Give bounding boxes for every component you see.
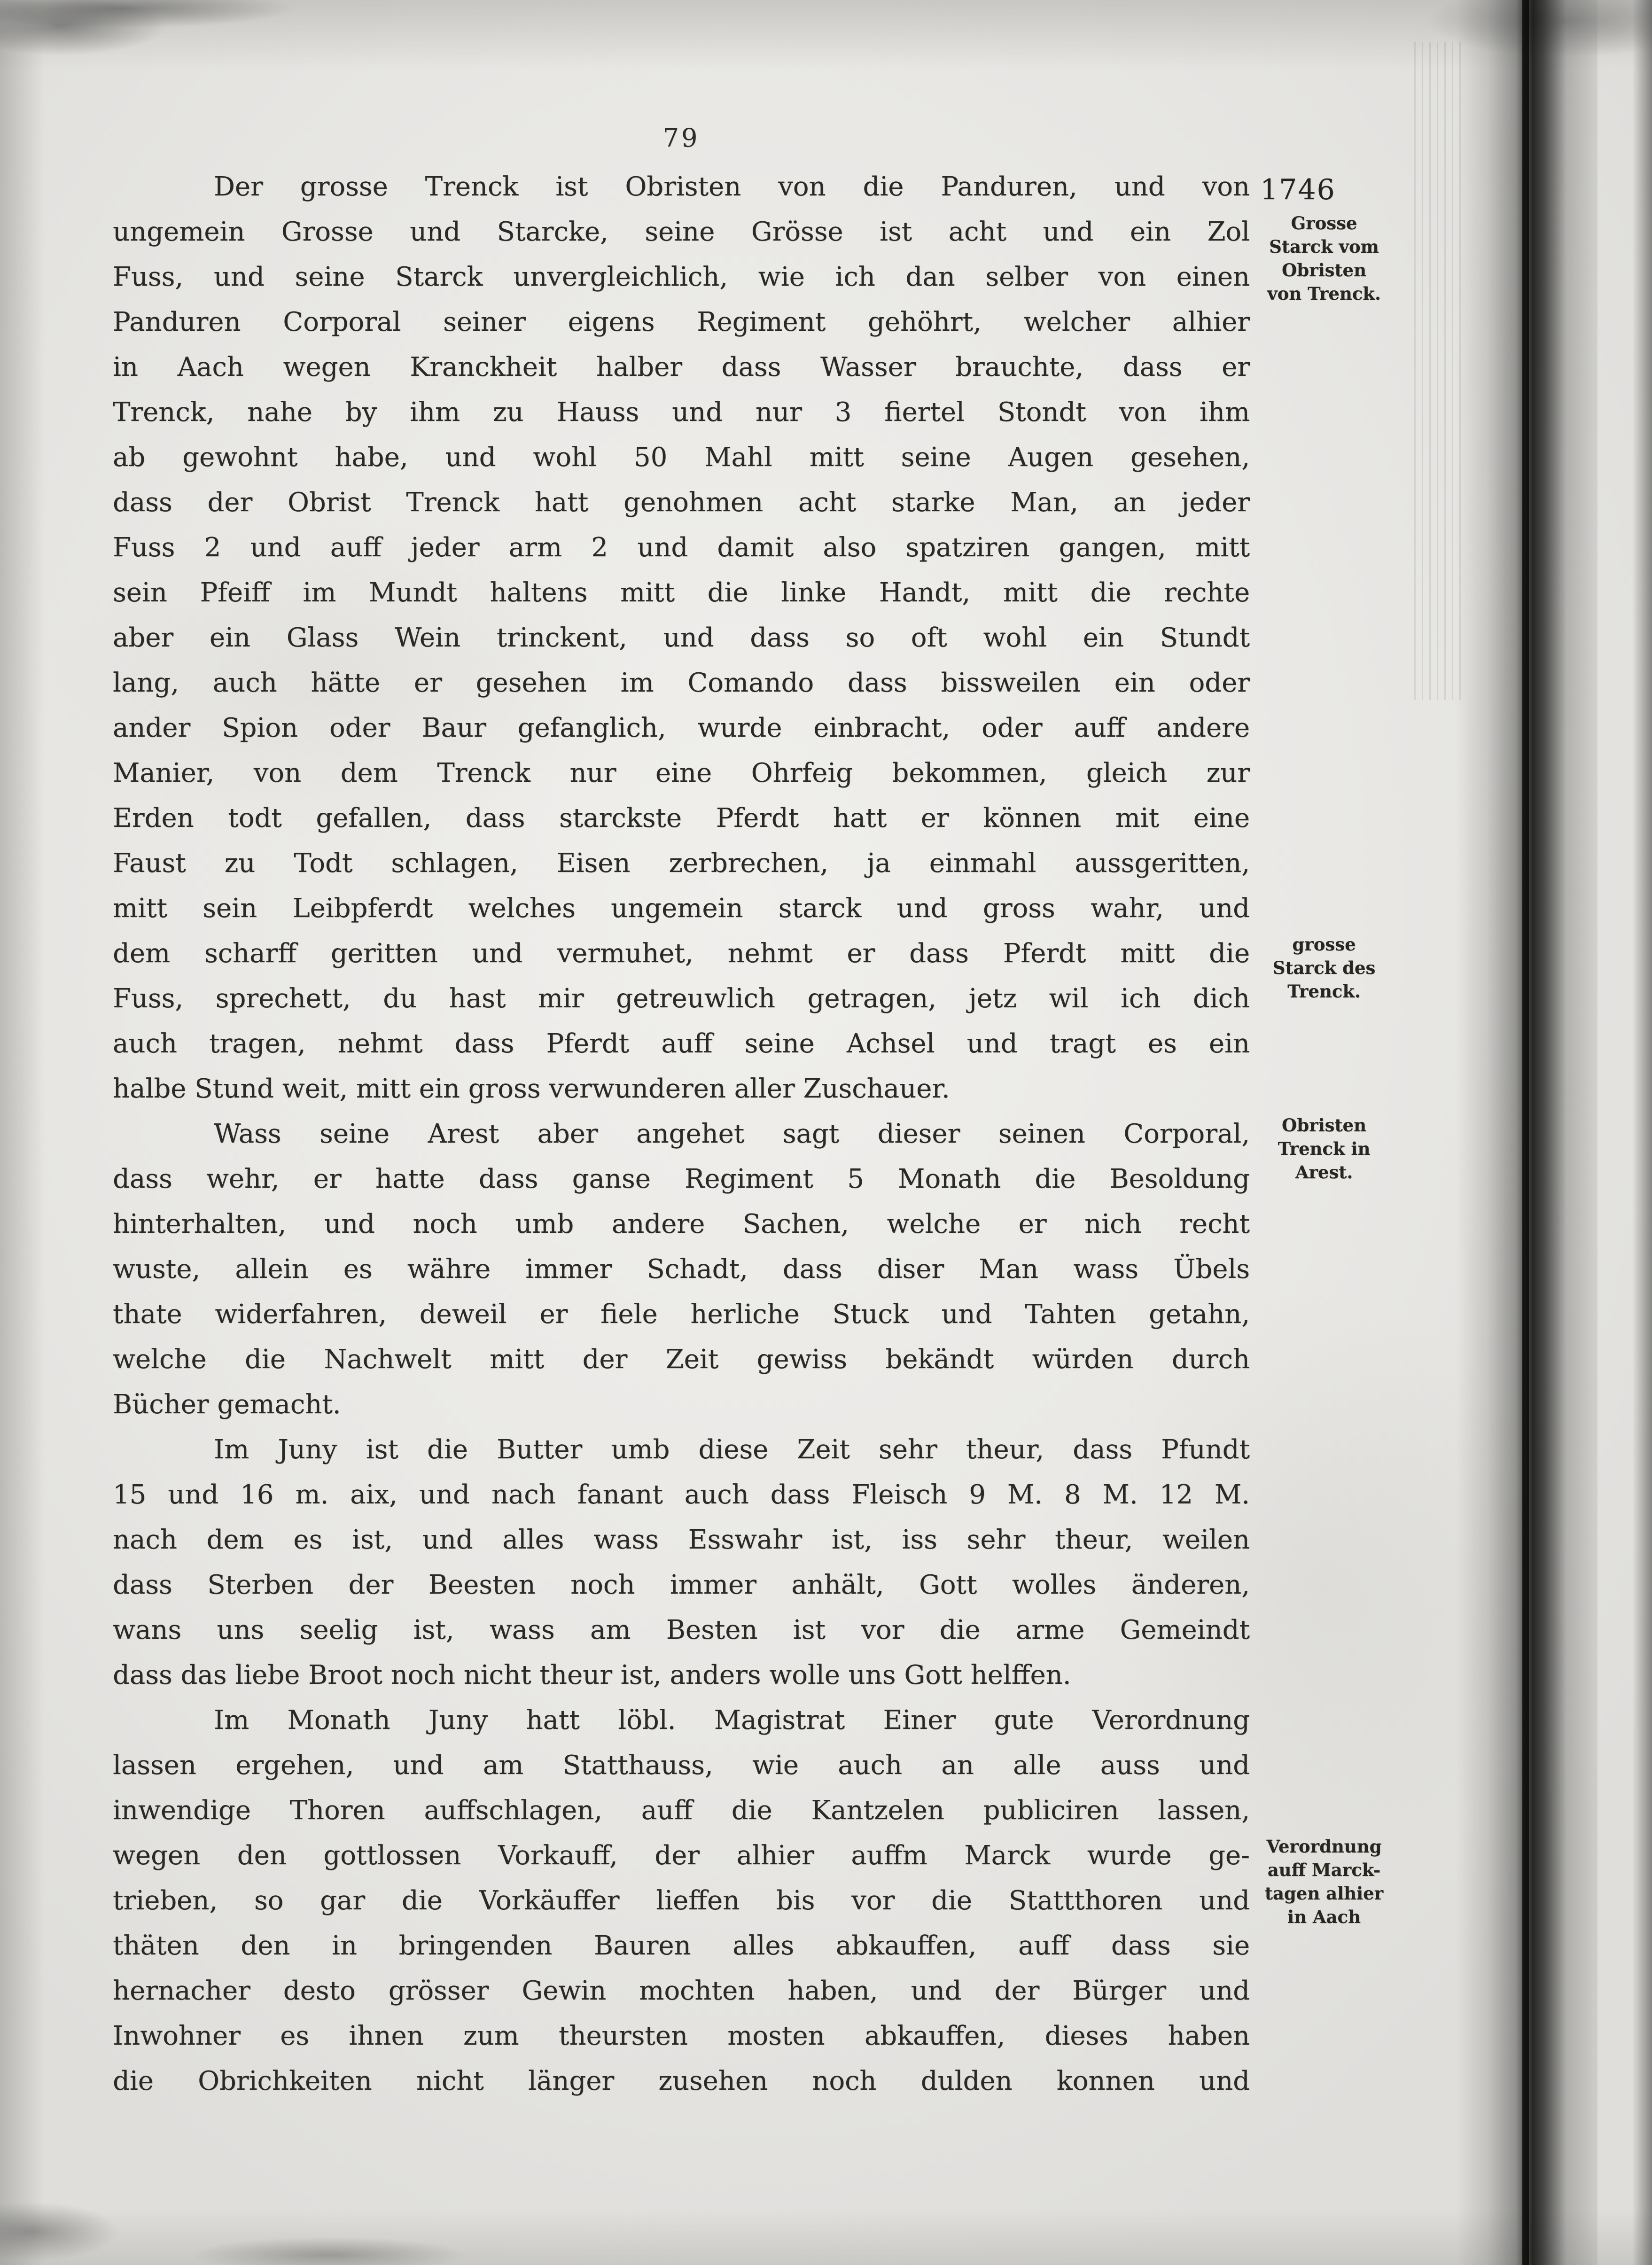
year-marker: 1746 xyxy=(1260,173,1336,206)
margin-note xyxy=(1244,933,1404,1003)
margin-note xyxy=(1244,1835,1404,1929)
text-line xyxy=(113,1472,1250,1518)
text-line xyxy=(113,1382,1250,1427)
text-line-content: wans uns seelig ist, wass am Besten ist vor die arme Gemeindt xyxy=(113,1615,1250,1645)
binding-shadow xyxy=(1457,0,1597,2265)
paragraph xyxy=(113,1427,1250,1698)
paragraph xyxy=(113,1112,1250,1427)
text-line-content: dass der Obrist Trenck hatt genohmen acht starke Man, an jeder xyxy=(113,487,1250,518)
text-line xyxy=(113,1202,1250,1247)
text-line-content: inwendige Thoren auffschlagen, auff die Kantzelen publiciren lassen, xyxy=(113,1795,1250,1826)
text-line-content: Der grosse Trenck ist Obristen von die Panduren, und von xyxy=(214,171,1250,202)
text-line-content: thäten den in bringenden Bauren alles abkauffen, auff dass sie xyxy=(113,1930,1250,1961)
text-line-content: dass das liebe Broot noch nicht theur ist, anders wolle uns Gott helffen. xyxy=(113,1660,1071,1690)
text-line xyxy=(113,1247,1250,1292)
margin-notes xyxy=(1244,0,1404,2265)
text-line xyxy=(113,1337,1250,1382)
text-line xyxy=(113,1112,1250,1157)
text-line-content: 15 und 16 m. aix, und nach fanant auch dass Fleisch 9 M. 8 M. 12 M. xyxy=(113,1479,1250,1510)
text-line xyxy=(113,886,1250,931)
text-line-content: Inwohner es ihnen zum theursten mosten abkauffen, dieses haben xyxy=(113,2021,1250,2051)
text-line xyxy=(113,1923,1250,1969)
text-line-content: halbe Stund weit, mitt ein gross verwunderen aller Zuschauer. xyxy=(113,1074,950,1104)
text-line xyxy=(113,1653,1250,1698)
text-line xyxy=(113,345,1250,390)
text-line-content: dass wehr, er hatte dass ganse Regiment 5 Monath die Besoldung xyxy=(113,1164,1250,1194)
text-line xyxy=(113,164,1336,210)
text-line-content: auch tragen, nehmt dass Pferdt auff seine Achsel und tragt es ein xyxy=(113,1028,1250,1059)
text-line-content: thate widerfahren, deweil er fiele herliche Stuck und Tahten getahn, xyxy=(113,1299,1250,1330)
text-line xyxy=(113,1021,1250,1066)
text-line-content: Fuss 2 und auff jeder arm 2 und damit also spatziren gangen, mitt xyxy=(113,532,1250,563)
text-line xyxy=(113,1427,1250,1472)
text-line-content: lang, auch hätte er gesehen im Comando dass bissweilen ein oder xyxy=(113,668,1250,698)
text-line-content: Faust zu Todt schlagen, Eisen zerbrechen, ja einmahl aussgeritten, xyxy=(113,848,1250,879)
text-line-content: mitt sein Leibpferdt welches ungemein starck und gross wahr, und xyxy=(113,893,1250,924)
text-line xyxy=(113,706,1250,751)
page-number: 79 xyxy=(662,123,700,153)
text-line-content: wuste, allein es währe immer Schadt, dass diser Man wass Übels xyxy=(113,1254,1250,1284)
text-line xyxy=(113,570,1250,615)
margin-note xyxy=(1244,1113,1404,1184)
text-line xyxy=(113,480,1250,525)
text-line-content: hinterhalten, und noch umb andere Sachen, welche er nich recht xyxy=(113,1209,1250,1239)
text-line xyxy=(113,1743,1250,1788)
margin-note-line: Arest. xyxy=(1295,1162,1353,1183)
text-line-content: sein Pfeiff im Mundt haltens mitt die linke Handt, mitt die rechte xyxy=(113,577,1250,608)
text-line xyxy=(113,2014,1250,2059)
text-line-content: Trenck, nahe by ihm zu Hauss und nur 3 fiertel Stondt von ihm xyxy=(113,397,1250,428)
text-line-content: aber ein Glass Wein trinckent, und dass so oft wohl ein Stundt xyxy=(113,623,1250,653)
text-line xyxy=(113,435,1250,480)
text-line-content: wegen den gottlossen Vorkauff, der alhier auffm Marck wurde ge- xyxy=(113,1840,1250,1871)
text-line xyxy=(113,931,1250,976)
margin-note-line: Obristen xyxy=(1281,260,1366,280)
text-line-content: trieben, so gar die Vorkäuffer lieffen bis vor die Stattthoren und xyxy=(113,1885,1250,1916)
text-line-content: Wass seine Arest aber angehet sagt dieser seinen Corporal, xyxy=(214,1119,1250,1149)
text-line xyxy=(113,615,1250,661)
text-line-content: Manier, von dem Trenck nur eine Ohrfeig bekommen, gleich zur xyxy=(113,758,1250,788)
text-line-content: Fuss, sprechett, du hast mir getreuwlich getragen, jetz wil ich dich xyxy=(113,983,1250,1014)
text-line xyxy=(113,1833,1250,1878)
text-line-content: dass Sterben der Beesten noch immer anhält, Gott wolles änderen, xyxy=(113,1570,1250,1600)
text-line-content: Fuss, und seine Starck unvergleichlich, wie ich dan selber von einen xyxy=(113,262,1250,292)
text-line xyxy=(113,255,1250,300)
text-line xyxy=(113,1066,1250,1112)
text-line xyxy=(113,1157,1250,1202)
text-line-content: lassen ergehen, und am Statthauss, wie auch an alle auss und xyxy=(113,1750,1250,1781)
text-line-content: Erden todt gefallen, dass starckste Pferdt hatt er können mit eine xyxy=(113,803,1250,833)
text-line-content: hernacher desto grösser Gewin mochten haben, und der Bürger und xyxy=(113,1976,1250,2006)
margin-note-line: auff Marck- xyxy=(1267,1860,1381,1880)
text-line xyxy=(113,1518,1250,1563)
text-line xyxy=(113,2059,1250,2104)
paragraph xyxy=(113,1698,1250,2104)
text-line xyxy=(113,1608,1250,1653)
text-line xyxy=(113,751,1250,796)
text-line-content: Panduren Corporal seiner eigens Regiment gehöhrt, welcher alhier xyxy=(113,307,1250,337)
margin-note-line: Grosse xyxy=(1291,213,1357,234)
margin-note-line: grosse xyxy=(1292,934,1356,955)
text-line-content: in Aach wegen Kranckheit halber dass Wasser brauchte, dass er xyxy=(113,352,1250,382)
text-line-content: ander Spion oder Baur gefanglich, wurde einbracht, oder auff andere xyxy=(113,713,1250,743)
text-line xyxy=(113,1969,1250,2014)
text-line xyxy=(113,661,1250,706)
text-line xyxy=(113,300,1250,345)
text-line-content: ungemein Grosse und Starcke, seine Grösse ist acht und ein Zol xyxy=(113,217,1250,247)
margin-note-line: Verordnung xyxy=(1266,1836,1382,1857)
page-edge-shadow xyxy=(1632,0,1652,2265)
text-line-content: welche die Nachwelt mitt der Zeit gewiss bekändt würden durch xyxy=(113,1344,1250,1375)
text-line xyxy=(113,1563,1250,1608)
text-line xyxy=(113,976,1250,1021)
text-line xyxy=(113,841,1250,886)
margin-note-line: Trenck. xyxy=(1287,981,1361,1002)
text-line xyxy=(113,390,1250,435)
text-line xyxy=(113,1698,1250,1743)
margin-note-line: Obristen xyxy=(1281,1115,1366,1136)
margin-note xyxy=(1244,211,1404,305)
text-line-content: ab gewohnt habe, und wohl 50 Mahl mitt seine Augen gesehen, xyxy=(113,442,1250,473)
text-line-content: dem scharff geritten und vermuhet, nehmt er dass Pferdt mitt die xyxy=(113,938,1250,969)
margin-note-line: tagen alhier xyxy=(1264,1883,1384,1904)
text-line-content: Bücher gemacht. xyxy=(113,1389,341,1420)
margin-note-line: in Aach xyxy=(1287,1907,1361,1927)
text-line xyxy=(113,1788,1250,1833)
margin-note-line: Trenck in xyxy=(1278,1138,1371,1159)
margin-note-line: Starck des xyxy=(1272,957,1376,978)
text-line-content: die Obrichkeiten nicht länger zusehen noch dulden konnen und xyxy=(113,2066,1250,2096)
text-line xyxy=(113,1292,1250,1337)
text-line xyxy=(113,796,1250,841)
text-line xyxy=(113,525,1250,570)
margin-note-line: von Trenck. xyxy=(1267,283,1381,304)
text-line-content: Im Monath Juny hatt löbl. Magistrat Einer gute Verordnung xyxy=(214,1705,1250,1736)
text-line xyxy=(113,1878,1250,1923)
margin-note-line: Starck vom xyxy=(1269,236,1379,257)
text-line-content: nach dem es ist, und alles wass Esswahr ist, iss sehr theur, weilen xyxy=(113,1525,1250,1555)
text-line-content: Im Juny ist die Butter umb diese Zeit sehr theur, dass Pfundt xyxy=(214,1434,1250,1465)
text-line xyxy=(113,210,1250,255)
